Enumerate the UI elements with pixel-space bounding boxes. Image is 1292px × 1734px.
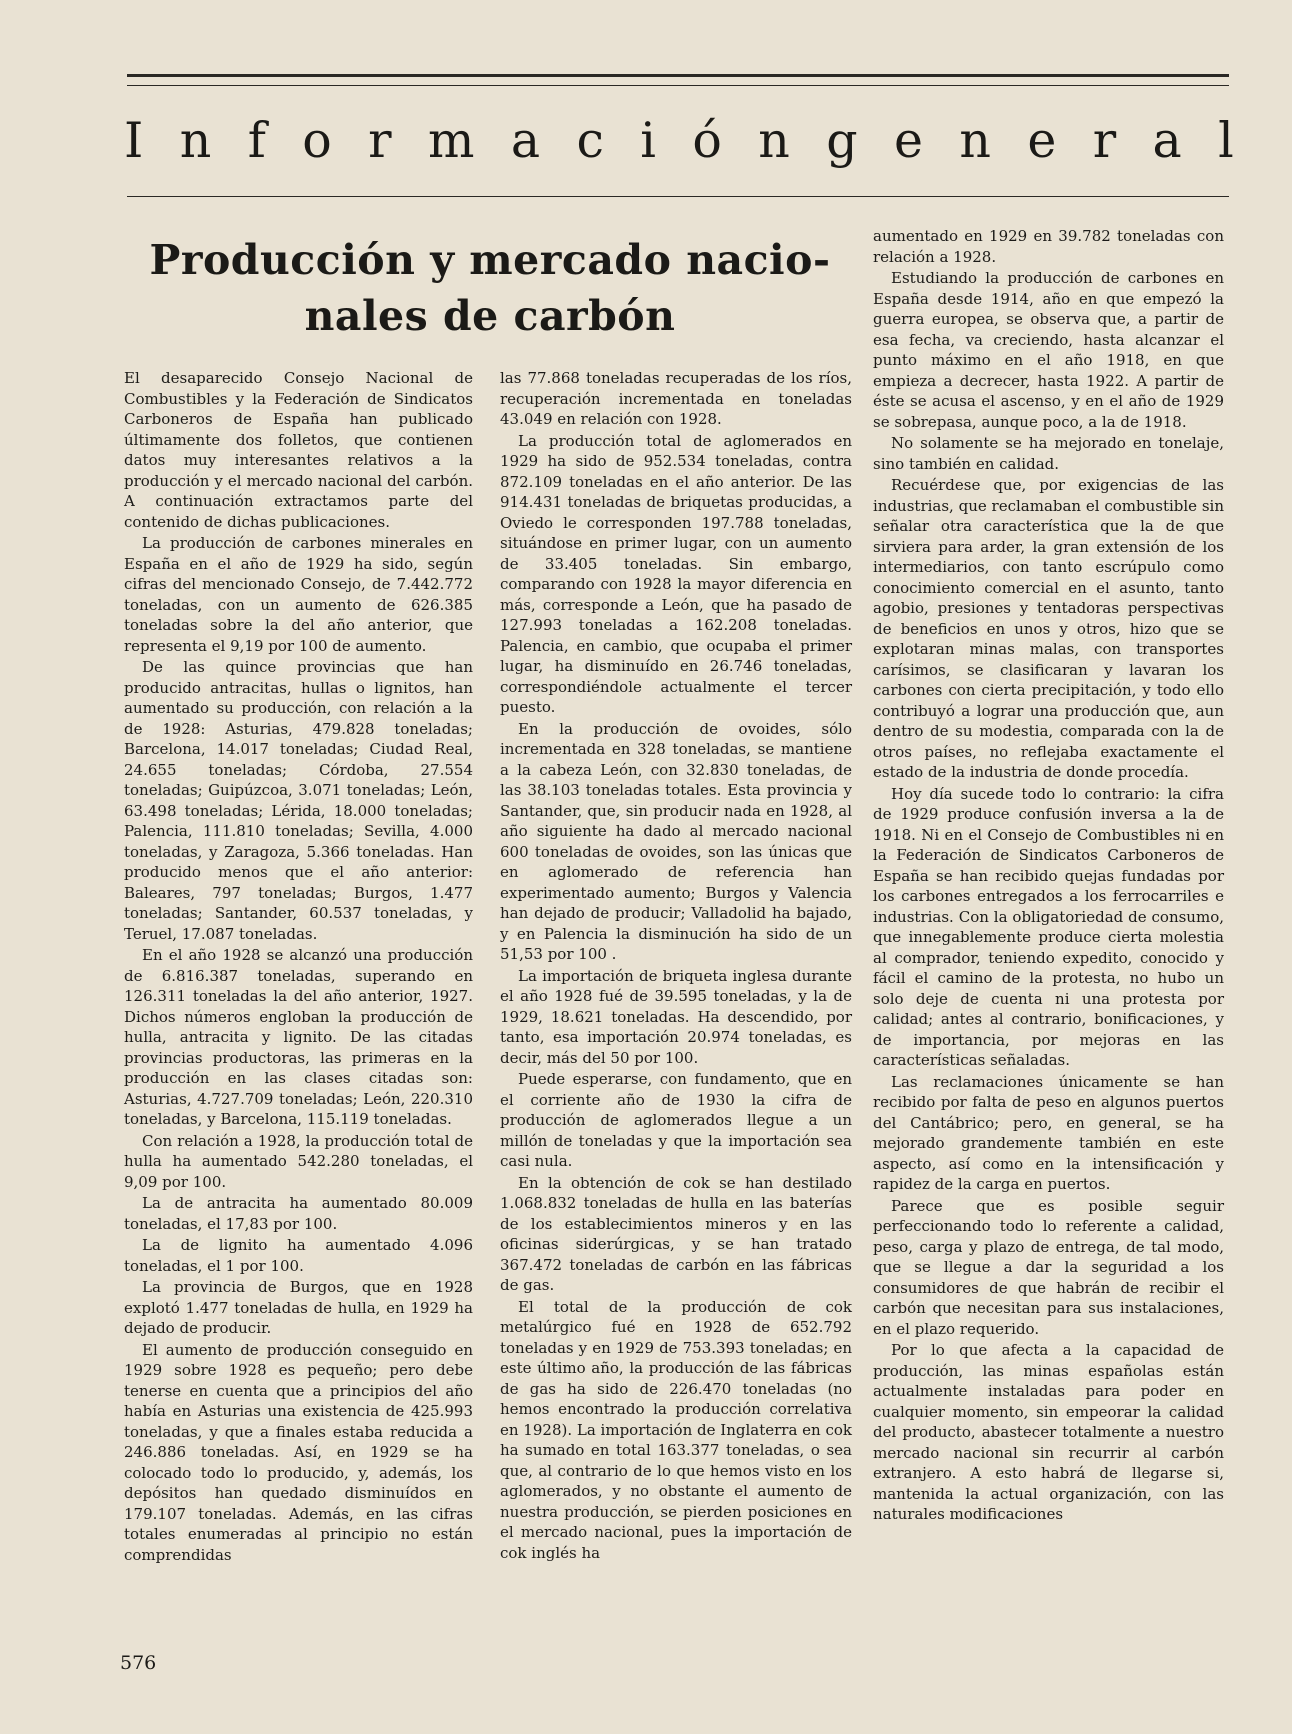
top-rule-thick [127,74,1229,77]
article-title [118,232,862,344]
paragraph: La producción total de aglomerados en 1929 ha sido de 952.534 toneladas, contra 872.109 toneladas en el año anterior. De las 914.431 toneladas de briquetas producidas, a Oviedo le corresponden 197.788 toneladas, situándose en primer lugar, con un aumento de 33.405 toneladas. Sin embargo, comparando con 1928 la mayor diferencia en más, corresponde a León, que ha pasado de 127.993 toneladas a 162.208 toneladas. Palencia, en cambio, que ocupaba el primer lugar, ha disminuído en 26.746 toneladas, correspondiéndole actualmente el tercer puesto. [500,431,852,716]
page-number: 576 [120,1652,157,1674]
paragraph: Estudiando la producción de carbones en España desde 1914, año en que empezó la guerra europea, se observa que, a partir de esa fecha, va creciendo, hasta alcanzar el punto máximo en el año 1918, en que empieza a decrecer, hasta 1922. A partir de éste se acusa el ascenso, y en el año de 1929 se sobrepasa, aunque poco, a la de 1918. [873,269,1224,431]
article-column-2 [500,368,852,1563]
paragraph: Con relación a 1928, la producción total de hulla ha aumentado 542.280 toneladas, el 9,09 por 100. [124,1131,473,1191]
section-title-letter: ó [692,112,722,169]
paragraph: En la obtención de cok se han destilado 1.068.832 toneladas de hulla en las baterías de los establecimientos mineros y en las oficinas siderúrgicas, y se han tratado 367.472 toneladas de carbón en las fábricas de gas. [500,1173,852,1294]
paragraph: La importación de briqueta inglesa durante el año 1928 fué de 39.595 toneladas, y la de 1929, 18.621 toneladas. Ha descendido, por tanto, esa importación 20.974 toneladas, es decir, más del 50 por 100. [500,966,852,1067]
section-title-letter: m [427,112,475,169]
paragraph: aumentado en 1929 en 39.782 toneladas con relación a 1928. [873,227,1224,266]
section-title-letter: i [640,112,656,169]
section-bottom-rule [127,196,1229,197]
top-rule-thin [127,85,1229,86]
article-column-1 [124,368,473,1565]
paragraph: Parece que es posible seguir perfeccionando todo lo referente a calidad, peso, carga y plazo de entrega, de tal modo, que se llegue a dar la seguridad a los consumidores de que habrán de recibir el carbón que necesitan para sus instalaciones, en el plazo requerido. [873,1196,1224,1338]
section-title-letter: f [247,112,266,169]
article-title-line: nales de carbón [304,292,676,340]
paragraph: Hoy día sucede todo lo contrario: la cifra de 1929 produce confusión inversa a la de 1918. Ni en el Consejo de Combustibles ni en la Federación de Sindicatos Carboneros de España se han recibido quejas fundadas por los carbones entregados a los ferrocarriles e industrias. Con la obligatoriedad de consumo, que innegablemente produce cierta molestia al comprador, teniendo expedito, conocido y fácil el camino de la protesta, no hubo un solo deje de cuenta ni una protesta por calidad; antes al contrario, bonificaciones, y de importancia, por mejoras en las características señaladas. [873,784,1224,1069]
section-title-letter: e [1027,112,1057,169]
paragraph: Recuérdese que, por exigencias de las industrias, que reclamaban el combustible sin señalar otra característica que la de que sirviera para arder, la gran extensión de los intermediarios, con tanto escrúpulo como conocimiento comercial en el asunto, tanto agobio, presiones y tentadoras perspectivas de beneficios en unos y otros, hizo que se explotaran minas malas, con transportes carísimos, se clasificaran y lavaran los carbones con cierta precipitación, y todo ello contribuyó a lograr una producción que, aun dentro de su modestia, comparada con la de otros países, no reflejaba exactamente el estado de la industria de donde procedía. [873,476,1224,781]
section-title-letter: o [302,112,332,169]
section-title-letter: l [1218,112,1234,169]
paragraph: las 77.868 toneladas recuperadas de los ríos, recuperación incrementada en toneladas 43.049 en relación con 1928. [500,369,852,428]
section-title-letter: a [1152,112,1182,169]
section-title-letter: n [179,112,212,169]
paragraph: Las reclamaciones únicamente se han recibido por falta de peso en algunos puertos del Cantábrico; pero, en general, se ha mejorado grandemente también en este aspecto, así como en la intensificación y rapidez de la carga en puertos. [873,1072,1224,1193]
paragraph: El desaparecido Consejo Nacional de Combustibles y la Federación de Sindicatos Carboneros de España han publicado últimamente dos folletos, que contienen datos muy interesantes relativos a la producción y el mercado nacional del carbón. A continuación extractamos parte del contenido de dichas publicaciones. [124,369,473,531]
section-title-letter: I [124,112,144,169]
paragraph: La de lignito ha aumentado 4.096 toneladas, el 1 por 100. [124,1236,473,1275]
paragraph: De las quince provincias que han producido antracitas, hullas o lignitos, han aumentado su producción, con relación a la de 1928: Asturias, 479.828 toneladas; Barcelona, 14.017 toneladas; Ciudad Real, 24.655 toneladas; Córdoba, 27.554 toneladas; Guipúzcoa, 3.071 toneladas; León, 63.498 toneladas; Lérida, 18.000 toneladas; Palencia, 111.810 toneladas; Sevilla, 4.000 toneladas, y Zaragoza, 5.366 toneladas. Han producido menos que el año anterior: Baleares, 797 toneladas; Burgos, 1.477 toneladas; Santander, 60.537 toneladas, y Teruel, 17.087 toneladas. [124,658,473,943]
paragraph: El aumento de producción conseguido en 1929 sobre 1928 es pequeño; pero debe tenerse en cuenta que a principios del año había en Asturias una existencia de 425.993 toneladas, y que a finales estaba reducida a 246.886 toneladas. Así, en 1929 se ha colocado todo lo producido, y, además, los depósitos han quedado disminuídos en 179.107 toneladas. Además, en las cifras totales enumeradas al principio no están comprendidas [124,1340,473,1564]
section-title-letter: r [368,112,392,169]
section-title-letter: n [758,112,790,169]
section-title-letter: r [1092,112,1117,169]
paragraph: No solamente se ha mejorado en tonelaje, sino también en calidad. [873,434,1224,473]
paragraph: Por lo que afecta a la capacidad de producción, las minas españolas están actualmente instaladas para poder en cualquier momento, sin empeorar la calidad del producto, abastecer totalmente a nuestro mercado nacional sin recurrir al carbón extranjero. A esto habrá de llegarse si, mantenida la actual organización, con las naturales modificaciones [873,1341,1224,1523]
paragraph: Puede esperarse, con fundamento, que en el corriente año de 1930 la cifra de producción de aglomerados llegue a un millón de toneladas y que la importación sea casi nula. [500,1070,852,1170]
paragraph: La de antracita ha aumentado 80.009 toneladas, el 17,83 por 100. [124,1194,473,1233]
section-title-letter: n [959,112,991,169]
paragraph: La provincia de Burgos, que en 1928 explotó 1.477 toneladas de hulla, en 1929 ha dejado de producir. [124,1278,473,1337]
paragraph: En la producción de ovoides, sólo incrementada en 328 toneladas, se mantiene a la cabeza León, con 32.830 toneladas, de las 38.103 toneladas totales. Esta provincia y Santander, que, sin producir nada en 1928, al año siguiente ha dado al mercado nacional 600 toneladas de ovoides, son las únicas que en aglomerado de referencia han experimentado aumento; Burgos y Valencia han dejado de producir; Valladolid ha bajado, y en Palencia la disminución ha sido de un 51,53 por 100 . [500,719,852,963]
section-title-letter: a [510,112,541,169]
article-column-3 [873,226,1224,1525]
section-title-letter: e [893,112,923,169]
section-title-letter: g [826,112,858,169]
section-title [124,111,1234,171]
article-title-line: Producción y mercado nacio- [149,236,831,284]
section-title-letter: c [576,112,604,169]
paragraph: En el año 1928 se alcanzó una producción de 6.816.387 toneladas, superando en 126.311 toneladas la del año anterior, 1927. Dichos números engloban la producción de hulla, antracita y lignito. De las citadas provincias productoras, las primeras en la producción en las clases citadas son: Asturias, 4.727.709 toneladas; León, 220.310 toneladas, y Barcelona, 115.119 toneladas. [124,946,473,1128]
paragraph: El total de la producción de cok metalúrgico fué en 1928 de 652.792 toneladas y en 1929 de 753.393 toneladas; en este último año, la producción de las fábricas de gas ha sido de 226.470 toneladas (no hemos encontrado la producción correlativa en 1928). La importación de Inglaterra en cok ha sumado en total 163.377 toneladas, o sea que, al contrario de lo que hemos visto en los aglomerados, y no obstante el aumento de nuestra producción, se pierden posiciones en el mercado nacional, pues la importación de cok inglés ha [500,1297,852,1562]
paragraph: La producción de carbones minerales en España en el año de 1929 ha sido, según cifras del mencionado Consejo, de 7.442.772 toneladas, con un aumento de 626.385 toneladas sobre la del año anterior, que representa el 9,19 por 100 de aumento. [124,534,473,655]
